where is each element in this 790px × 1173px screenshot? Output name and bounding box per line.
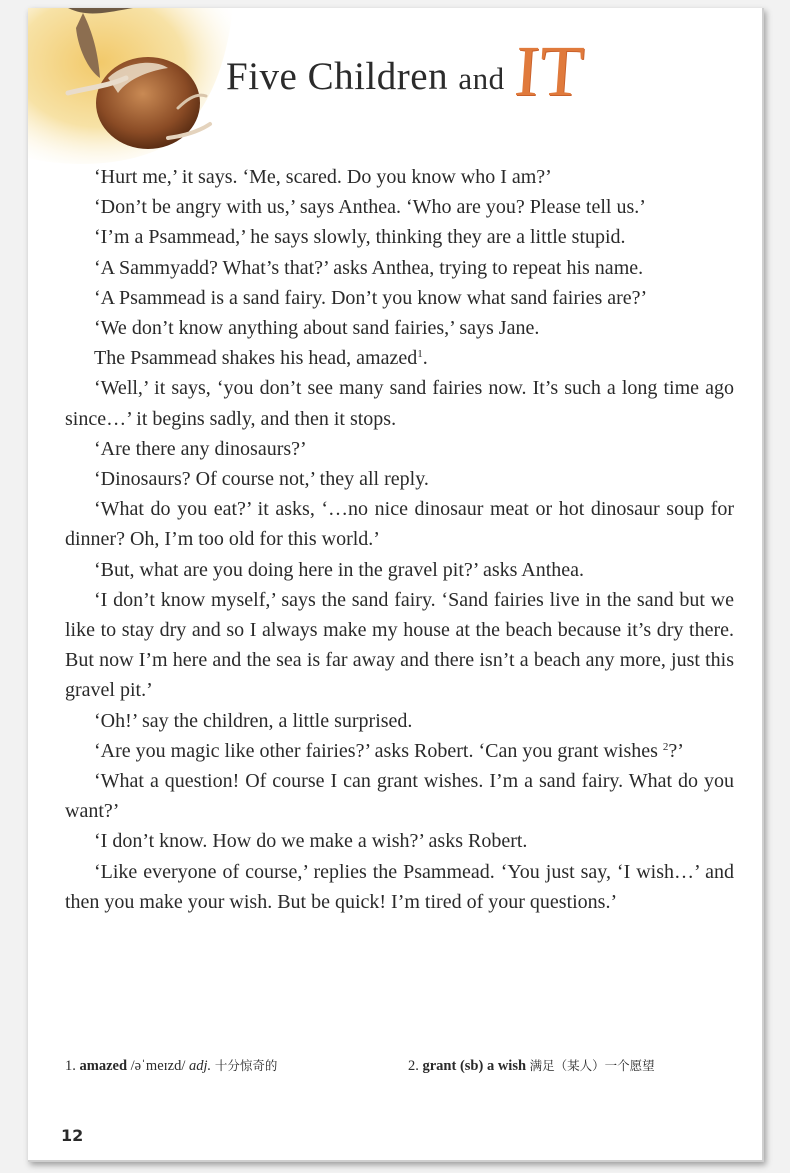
paragraph: ‘Hurt me,’ it says. ‘Me, scared. Do you know who I am?’	[94, 166, 552, 188]
paragraph-text: The Psammead shakes his head, amazed	[94, 347, 418, 370]
paragraph	[65, 343, 734, 373]
book-page	[28, 8, 764, 1162]
paragraph: ‘Oh!’ say the children, a little surprised.	[94, 709, 413, 732]
footnote-number: 2.	[408, 1058, 419, 1074]
footnote-ref: 2	[662, 740, 669, 753]
footnote-2	[408, 1056, 655, 1075]
footnote-pos: adj.	[189, 1058, 212, 1074]
title-and: and	[458, 61, 505, 96]
paragraph-text: ‘Are you magic like other fairies?’ asks Robert. ‘Can you grant wishes	[94, 739, 658, 762]
paragraph: ‘What a question! Of course I can grant wishes. I’m a sand fairy. What do you want?’	[65, 770, 734, 823]
paragraph-tail: .	[422, 347, 428, 370]
footnote-meaning: 满足（某人）一个愿望	[529, 1058, 655, 1073]
footnote-1	[65, 1056, 277, 1075]
paragraph: ‘A Psammead is a sand fairy. Don’t you know what sand fairies are?’	[94, 286, 648, 309]
paragraph-tail: ?’	[668, 739, 684, 762]
paragraph: ‘I don’t know. How do we make a wish?’ asks Robert.	[94, 830, 528, 853]
page-title	[226, 30, 587, 113]
footnote-meaning: 十分惊奇的	[214, 1058, 278, 1073]
footnote-number: 1.	[65, 1058, 76, 1074]
paragraph: ‘Are there any dinosaurs?’	[94, 437, 307, 460]
paragraph: ‘A Sammyadd? What’s that?’ asks Anthea, trying to repeat his name.	[94, 256, 644, 279]
page-number: 12	[61, 1126, 84, 1145]
footnote-term: amazed	[79, 1058, 128, 1074]
psammead-illustration	[28, 8, 233, 166]
footnote-term: grant (sb) a wish	[422, 1058, 527, 1074]
footnote-ref: 1	[417, 348, 423, 361]
story-text	[65, 162, 734, 917]
paragraph: ‘But, what are you doing here in the gravel pit?’ asks Anthea.	[94, 558, 585, 581]
paragraph: ‘Don’t be angry with us,’ says Anthea. ‘Who are you? Please tell us.’	[94, 196, 646, 219]
paragraph: ‘Well,’ it says, ‘you don’t see many sand fairies now. It’s such a long time ago since…’ it begins sadly, and then it stops.	[65, 377, 734, 430]
paragraph: ‘We don’t know anything about sand fairies,’ says Jane.	[94, 317, 540, 340]
paragraph: ‘I’m a Psammead,’ he says slowly, thinking they are a little stupid.	[94, 226, 626, 249]
paragraph: ‘What do you eat?’ it asks, ‘…no nice dinosaur meat or hot dinosaur soup for dinner? Oh, I’m too old for this world.’	[65, 498, 734, 551]
footnote-phonetic: /əˈmeɪzd/	[130, 1058, 186, 1074]
title-main: Five Children	[226, 55, 449, 98]
title-it: IT	[512, 31, 587, 111]
paragraph: ‘Like everyone of course,’ replies the Psammead. ‘You just say, ‘I wish…’ and then you make your wish. But be quick! I’m tired of your questions.’	[65, 860, 734, 913]
paragraph: ‘I don’t know myself,’ says the sand fairy. ‘Sand fairies live in the sand but we like to stay dry and so I always make my house at the beach because it’s dry there. But now I’m here and the sea is far away and there isn’t a beach any more, just this gravel pit.’	[65, 588, 734, 702]
paragraph	[65, 736, 734, 766]
paragraph: ‘Dinosaurs? Of course not,’ they all reply.	[94, 468, 429, 491]
